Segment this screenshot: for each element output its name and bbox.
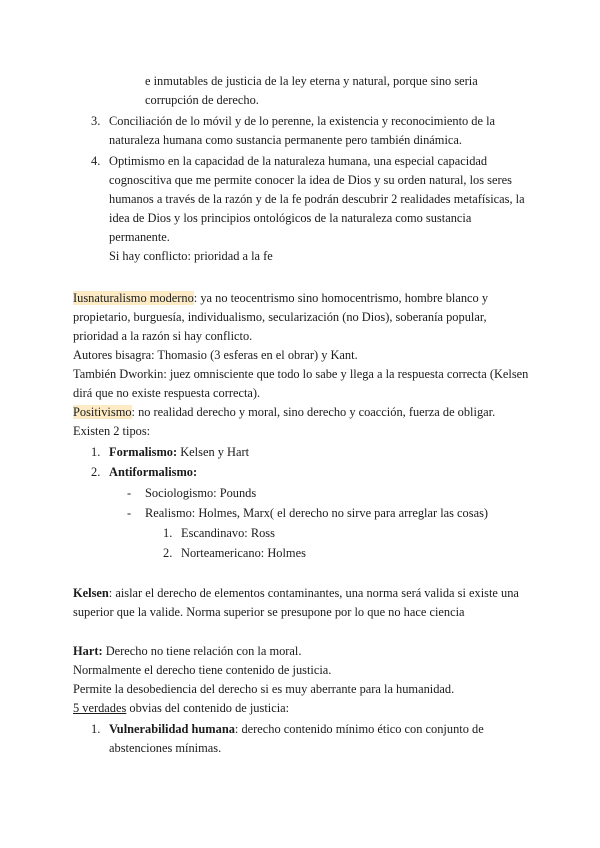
text-span: Kelsen y Hart — [177, 445, 250, 459]
text-line: idea de Dios y los principios ontológicos de la naturaleza como sustancia — [109, 211, 472, 225]
text-line: cognoscitiva que me permite conocer la idea de Dios y su orden natural, los seres — [109, 173, 512, 187]
list-number: 1. — [91, 722, 101, 736]
dash-bullet: - — [127, 506, 132, 520]
highlighted-term: Iusnaturalismo moderno — [73, 291, 194, 305]
text-span: : aislar el derecho de elementos contaminantes, una norma será valida si existe una — [108, 586, 519, 600]
text-span: : no realidad derecho y moral, sino derecho y coacción, fuerza de obligar. — [131, 405, 496, 419]
list-number: 4. — [91, 154, 101, 168]
text-line — [73, 289, 488, 308]
bold-term: Hart: — [73, 644, 103, 658]
list-number: 1. — [163, 526, 173, 540]
text-line: corrupción de derecho. — [145, 93, 259, 107]
list-number: 1. — [91, 445, 101, 459]
text-line: Permite la desobediencia del derecho si es muy aberrante para la humanidad. — [73, 682, 455, 696]
underlined-term: 5 verdades — [73, 701, 127, 715]
bold-term: Formalismo: — [109, 445, 178, 459]
list-item — [109, 463, 197, 482]
text-line: propietario, burguesía, individualismo, secularización (no Dios), soberanía popular, — [73, 310, 487, 324]
text-line: abstenciones mínimas. — [109, 741, 222, 755]
list-number: 3. — [91, 114, 101, 128]
text-line: humanos a través de la razón y de la fe podrán descubrir 2 realidades metafísicas, la — [109, 192, 525, 206]
text-line: superior que la valide. Norma superior se presupone por lo que no hace ciencia — [73, 605, 465, 619]
text-line: e inmutables de justicia de la ley eterna y natural, porque sino seria — [145, 74, 478, 88]
text-line: Autores bisagra: Thomasio (3 esferas en el obrar) y Kant. — [73, 348, 358, 362]
list-item: Norteamericano: Holmes — [181, 546, 306, 560]
text-line — [73, 699, 289, 718]
text-line: Conciliación de lo móvil y de lo perenne, la existencia y reconocimiento de la — [109, 114, 496, 128]
text-span: Derecho no tiene relación con la moral. — [102, 644, 302, 658]
list-number: 2. — [91, 465, 101, 479]
text-line — [73, 403, 495, 422]
text-line — [73, 642, 301, 661]
text-line: dirá que no existe respuesta correcta). — [73, 386, 261, 400]
text-line: Existen 2 tipos: — [73, 424, 151, 438]
text-span: : derecho contenido mínimo ético con conjunto de — [234, 722, 484, 736]
text-line: permanente. — [109, 230, 170, 244]
list-item: Sociologismo: Pounds — [145, 486, 257, 500]
bold-term: Vulnerabilidad humana — [109, 722, 235, 736]
bold-term: Antiformalismo: — [109, 465, 198, 479]
list-number: 2. — [163, 546, 173, 560]
text-span: obvias del contenido de justicia: — [126, 701, 290, 715]
text-line — [73, 584, 519, 603]
list-item: Realismo: Holmes, Marx( el derecho no sirve para arreglar las cosas) — [145, 506, 489, 520]
text-span: : ya no teocentrismo sino homocentrismo, hombre blanco y — [193, 291, 489, 305]
text-line: prioridad a la razón si hay conflicto. — [73, 329, 253, 343]
list-item — [109, 720, 484, 739]
bold-term: Kelsen — [73, 586, 109, 600]
text-line: Normalmente el derecho tiene contenido de justicia. — [73, 663, 332, 677]
text-line: Optimismo en la capacidad de la naturaleza humana, una especial capacidad — [109, 154, 488, 168]
dash-bullet: - — [127, 486, 132, 500]
highlighted-term: Positivismo — [73, 405, 132, 419]
list-item: Escandinavo: Ross — [181, 526, 275, 540]
text-line: Si hay conflicto: prioridad a la fe — [109, 249, 273, 263]
list-item — [109, 443, 249, 462]
text-line: naturaleza humana como sustancia permanente pero también dinámica. — [109, 133, 462, 147]
text-line: También Dworkin: juez omnisciente que todo lo sabe y llega a la respuesta correcta (Kelsen — [73, 367, 529, 381]
